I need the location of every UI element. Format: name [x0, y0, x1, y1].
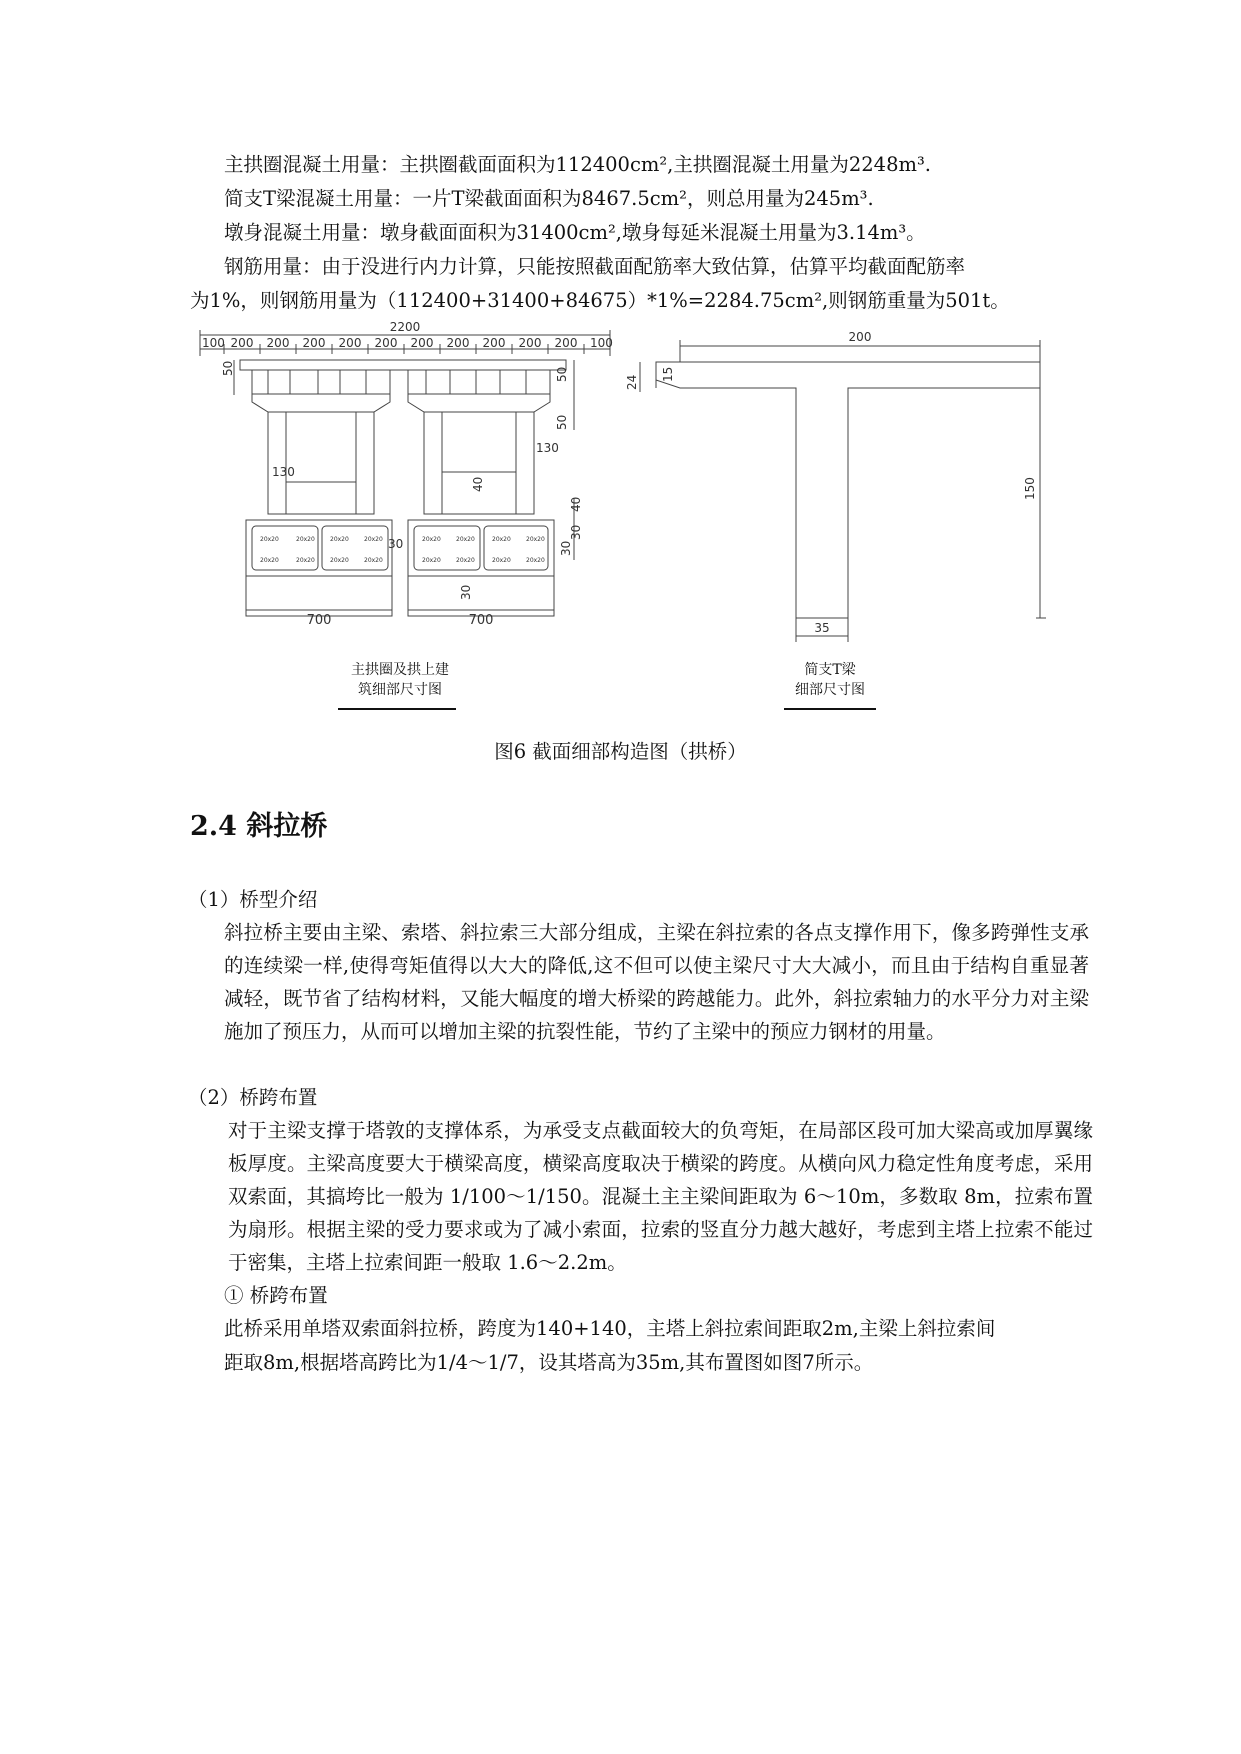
cell-label: 20x20	[296, 557, 315, 564]
pier-cap-right	[408, 394, 550, 412]
paragraph-span-layout: 对于主梁支撑于塔敦的支撑体系，为承受支点截面较大的负弯矩，在局部区段可加大梁高或加厚翼缘板厚度。主梁高度要大于横梁高度，横梁高度取决于横梁的跨度。从横向风力稳定性角度考虑，采用双索面，其搞垮比一般为 1/100～1/150。混凝土主主梁间距取为 6～10m，多数取 8m，拉索布置为扇形。根据主梁的受力要求或为了减小索面，拉索的竖直分力越大越好，考虑到主塔上拉索不能过于密集，主塔上拉索间距一般取 1.6～2.2m。	[228, 1119, 1093, 1274]
footing-left	[246, 520, 392, 576]
cell-label: 20x20	[492, 557, 511, 564]
paragraph-rebar-line2: 为1%，则钢筋用量为（112400+31400+84675）*1%=2284.75cm²,则钢筋重量为501t。	[190, 289, 1010, 312]
t-beam-outline	[656, 362, 1040, 618]
left-caption-underline	[338, 708, 456, 710]
dim-beam: 40	[471, 476, 485, 492]
right-caption-underline	[784, 708, 876, 710]
right-drawing-caption-line2: 细部尺寸图	[795, 682, 865, 698]
footing-right	[408, 520, 554, 576]
dim-flange-thickness: 15	[661, 366, 675, 382]
cell-label: 20x20	[492, 536, 511, 543]
dim-cap: 50	[555, 414, 569, 430]
cell-label: 20x20	[364, 536, 383, 543]
pier-body-right	[424, 412, 534, 514]
cell-label: 20x20	[260, 536, 279, 543]
deck-slab	[240, 360, 566, 370]
dim-seg-3: 200	[302, 336, 326, 350]
subheading-span-arrangement: ① 桥跨布置	[224, 1284, 328, 1307]
paragraph-pier-concrete: 墩身混凝土用量：墩身截面面积为31400cm²,墩身每延米混凝土用量为3.14m³。	[224, 221, 926, 244]
section-heading: 2.4 斜拉桥	[190, 811, 328, 842]
dim-footing-bottom: 30	[459, 584, 473, 600]
paragraph-rebar-line1: 钢筋用量：由于没进行内力计算，只能按照截面配筋率大致估算，估算平均截面配筋率	[224, 255, 966, 278]
dim-seg-8: 200	[482, 336, 506, 350]
dim-deck-left: 50	[221, 360, 235, 376]
dim-width-left: 700	[306, 613, 332, 628]
figure-drawings	[0, 0, 1241, 720]
right-drawing-caption-line1: 简支T梁	[804, 662, 856, 678]
dim-col-gap-left: 130	[272, 465, 295, 479]
dim-footing-right-a: 30	[569, 524, 583, 540]
pier-cap-left	[252, 394, 390, 412]
paragraph-bridge-intro: 斜拉桥主要由主梁、索塔、斜拉索三大部分组成，主梁在斜拉索的各点支撑作用下，像多跨弹性支承的连续梁一样,使得弯矩值得以大大的降低,这不但可以使主梁尺寸大大减小，而且由于结构自重显著减轻，既节省了结构材料，又能大幅度的增大桥梁的跨越能力。此外，斜拉索轴力的水平分力对主梁施加了预压力，从而可以增加主梁的抗裂性能，节约了主梁中的预应力钢材的用量。	[224, 921, 1089, 1043]
cell-label: 20x20	[456, 536, 475, 543]
dim-height: 150	[1023, 477, 1037, 500]
dim-seg-4: 200	[338, 336, 362, 350]
subheading-span-layout: （2）桥跨布置	[188, 1086, 318, 1109]
cell-label: 20x20	[422, 536, 441, 543]
subheading-bridge-intro: （1）桥型介绍	[188, 888, 318, 911]
dim-total: 2200	[389, 320, 421, 334]
deck-beams-right	[408, 370, 550, 394]
dim-width-right: 700	[468, 613, 494, 628]
cell-label: 20x20	[260, 557, 279, 564]
dim-deck-right: 50	[555, 366, 569, 382]
left-drawing-caption-line1: 主拱圈及拱上建	[351, 662, 449, 678]
paragraph-arch-concrete: 主拱圈混凝土用量：主拱圈截面面积为112400cm²,主拱圈混凝土用量为2248m³.	[224, 153, 931, 176]
cell-label: 20x20	[422, 557, 441, 564]
paragraph-arrangement-line1: 此桥采用单塔双索面斜拉桥，跨度为140+140，主塔上斜拉索间距取2m,主梁上斜拉索间	[224, 1317, 996, 1340]
left-drawing-caption-line2: 筑细部尺寸图	[358, 682, 442, 698]
dim-flange-root: 24	[625, 374, 639, 390]
pier-body-left	[268, 412, 374, 514]
dim-seg-2: 200	[266, 336, 290, 350]
cell-label: 20x20	[330, 557, 349, 564]
dim-seg-9: 200	[518, 336, 542, 350]
paragraph-tbeam-concrete: 简支T梁混凝土用量：一片T梁截面面积为8467.5cm²，则总用量为245m³.	[224, 187, 874, 210]
cell-label: 20x20	[296, 536, 315, 543]
dim-end-left: 100	[202, 336, 225, 350]
dim-web-width: 35	[814, 621, 830, 635]
cell-label: 20x20	[456, 557, 475, 564]
dim-seg-5: 200	[374, 336, 398, 350]
dim-footing-right-b: 30	[559, 540, 573, 556]
dim-end-right: 100	[590, 336, 613, 350]
cell-label: 20x20	[330, 536, 349, 543]
dim-footing-top: 40	[569, 496, 583, 512]
cell-label: 20x20	[526, 557, 545, 564]
dim-col-gap-right: 130	[536, 441, 559, 455]
dim-seg-7: 200	[446, 336, 470, 350]
cell-label: 20x20	[364, 557, 383, 564]
paragraph-arrangement-line2: 距取8m,根据塔高跨比为1/4～1/7，设其塔高为35m,其布置图如图7所示。	[224, 1351, 874, 1374]
dim-flange-width-label: 200	[848, 330, 872, 344]
cell-label: 20x20	[526, 536, 545, 543]
dim-seg-6: 200	[410, 336, 434, 350]
deck-beams-left	[252, 370, 390, 394]
dim-footing-mid: 30	[388, 537, 404, 551]
dim-seg-1: 200	[230, 336, 254, 350]
figure-caption: 图6 截面细部构造图（拱桥）	[494, 740, 747, 763]
dim-seg-10: 200	[554, 336, 578, 350]
